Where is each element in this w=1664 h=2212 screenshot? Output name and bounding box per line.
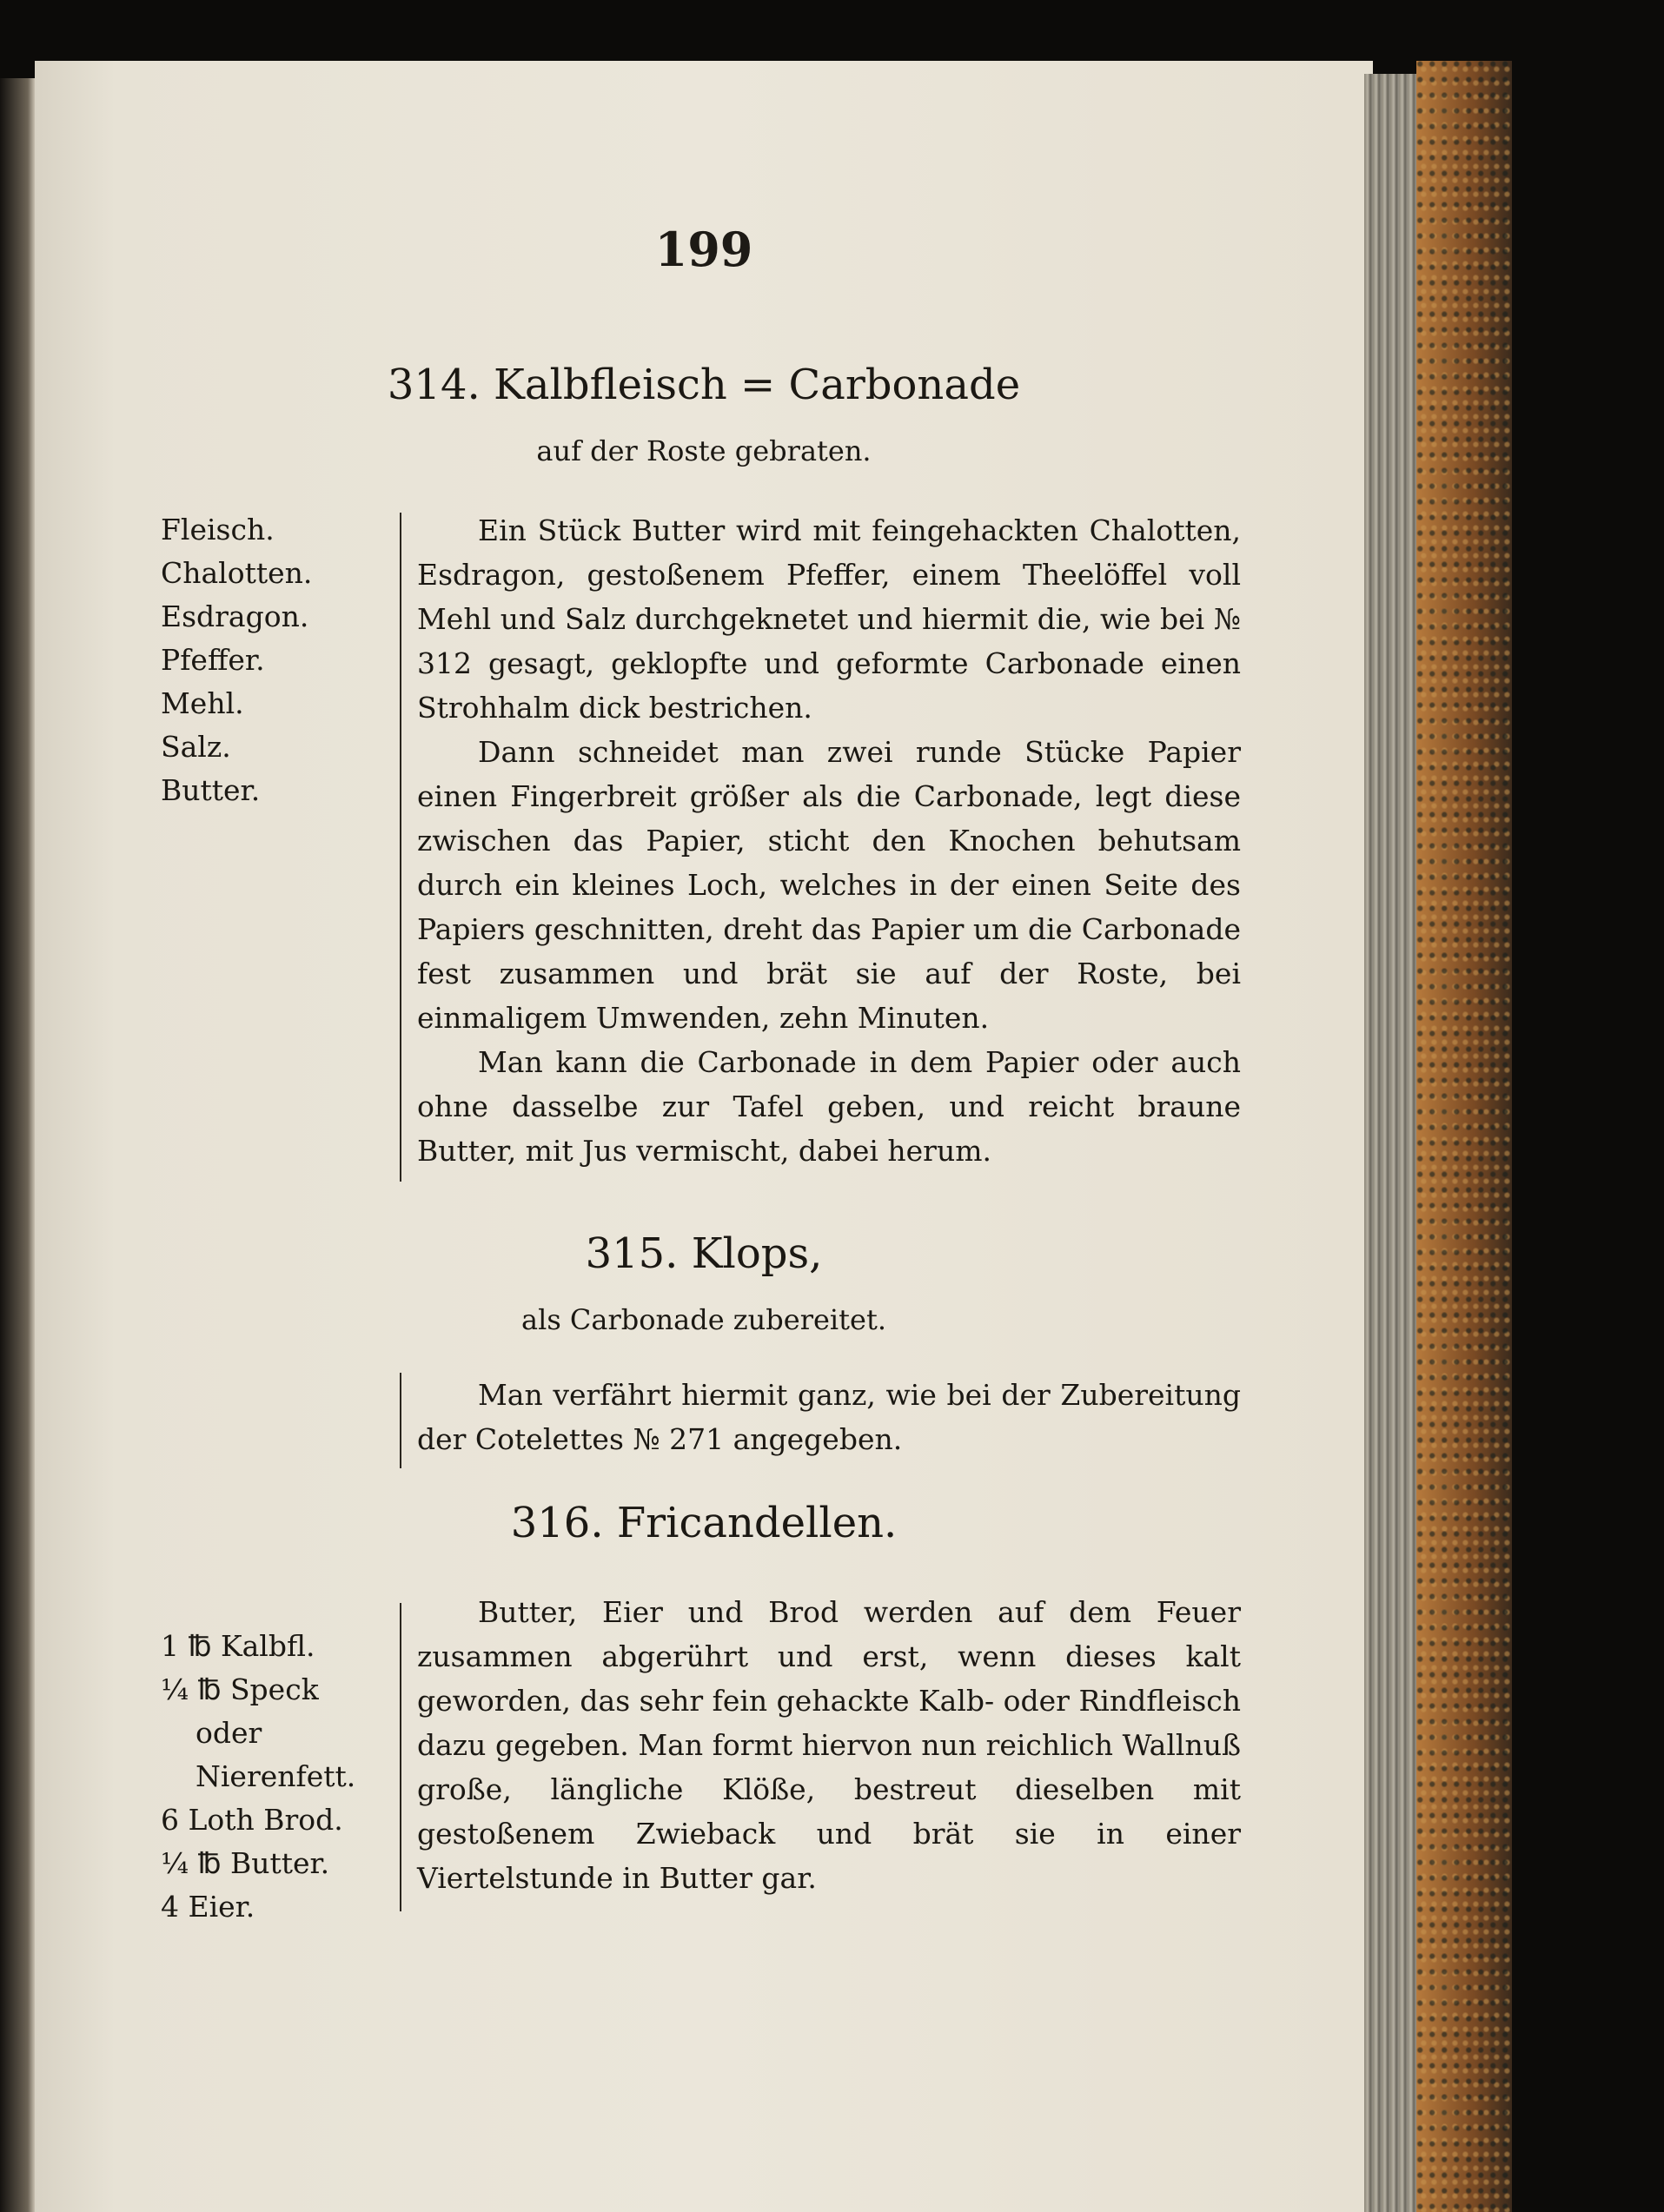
ingredient: Nierenfett. [196, 1759, 356, 1793]
ingredient: Butter. [161, 773, 261, 807]
recipe-body-315 [417, 1373, 1241, 1461]
book-page [35, 61, 1373, 2212]
ingredient: ¼ ℔ Speck [161, 1672, 319, 1706]
page-number: 199 [654, 222, 753, 277]
paragraph: Man verfährt hiermit ganz, wie bei der Zubereitung der Cotelettes № 271 angegeben. [417, 1378, 1241, 1456]
recipe-title-315: 315. Klops, [585, 1229, 823, 1278]
recipe-body-314 [417, 508, 1241, 1173]
recipe-body-316 [417, 1590, 1241, 1900]
margin-rule [400, 1603, 401, 1911]
page-stack-edge [1364, 74, 1416, 2212]
margin-rule [400, 513, 401, 1182]
paragraph: Butter, Eier und Brod werden auf dem Feuer zusammen abgerührt und erst, wenn dieses kalt geworden, das sehr fein gehackte Kalb- oder Rindfleisch dazu gegeben. Man formt hiervon nun reichlich Wallnuß große, längliche Klöße, bestreut dieselben mit gestoßenem Zwieback und brät sie in einer Viertelstunde in Butter gar. [417, 1595, 1241, 1895]
margin-rule [400, 1373, 401, 1468]
ingredient: 4 Eier. [161, 1890, 255, 1924]
ingredient: oder [196, 1716, 262, 1750]
ingredient: Salz. [161, 730, 231, 764]
facing-page-edge [0, 78, 35, 2212]
recipe-title-316: 316. Fricandellen. [510, 1499, 898, 1547]
recipe-subtitle-315: als Carbonade zubereitet. [521, 1303, 886, 1336]
recipe-title-314: 314. Kalbfleisch = Carbonade [387, 361, 1021, 409]
ingredient: Chalotten. [161, 556, 313, 590]
ingredient: Pfeffer. [161, 643, 265, 677]
ingredient: ¼ ℔ Butter. [161, 1846, 330, 1880]
ingredient: 6 Loth Brod. [161, 1803, 343, 1837]
paragraph: Man kann die Carbonade in dem Papier oder auch ohne dasselbe zur Tafel geben, und reicht braune Butter, mit Jus vermischt, dabei herum. [417, 1045, 1241, 1168]
marbled-cover [1416, 61, 1512, 2212]
ingredient: Esdragon. [161, 599, 309, 633]
paragraph: Ein Stück Butter wird mit feingehackten Chalotten, Esdragon, gestoßenem Pfeffer, einem Theelöffel voll Mehl und Salz durchgeknetet und hiermit die, wie bei № 312 gesagt, geklopfte und geformte Carbonade einen Strohhalm dick bestrichen. [417, 513, 1241, 725]
ingredients-314 [161, 508, 312, 812]
ingredient: Mehl. [161, 686, 244, 720]
ingredients-316 [161, 1625, 355, 1929]
ingredient: 1 ℔ Kalbfl. [161, 1629, 315, 1663]
ingredient: Fleisch. [161, 513, 275, 546]
recipe-subtitle-314: auf der Roste gebraten. [536, 434, 872, 467]
paragraph: Dann schneidet man zwei runde Stücke Papier einen Fingerbreit größer als die Carbonade, legt diese zwischen das Papier, sticht den Knochen behutsam durch ein kleines Loch, welches in der einen Seite des Papiers geschnitten, dreht das Papier um die Carbonade fest zusammen und brät sie auf der Roste, bei einmaligem Umwenden, zehn Minuten. [417, 735, 1241, 1035]
